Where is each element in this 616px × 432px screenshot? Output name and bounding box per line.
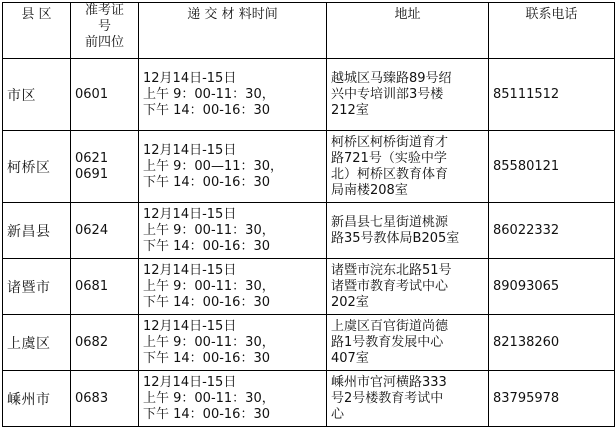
exam-code-cell: 0601 — [71, 59, 139, 131]
exam-code-cell: 0682 — [71, 315, 139, 371]
exam-code-cell: 0683 — [71, 371, 139, 427]
table-row — [3, 59, 615, 131]
exam-code-cell: 0681 — [71, 259, 139, 315]
phone-cell: 83795978 — [489, 371, 615, 427]
phone-cell: 82138260 — [489, 315, 615, 371]
time-cell: 12月14日-15日 上午 9：00-11：30， 下午 14：00-16：30 — [139, 203, 327, 259]
exam-materials-table — [2, 2, 615, 427]
header-address: 地址 — [327, 3, 489, 59]
table-header-row — [3, 3, 615, 59]
county-cell: 柯桥区 — [3, 131, 71, 203]
phone-cell: 89093065 — [489, 259, 615, 315]
table-row — [3, 203, 615, 259]
phone-cell: 85111512 — [489, 59, 615, 131]
address-cell: 越城区马臻路89号绍 兴中专培训部3号楼 212室 — [327, 59, 489, 131]
header-phone: 联系电话 — [489, 3, 615, 59]
county-cell: 诸暨市 — [3, 259, 71, 315]
county-cell: 嵊州市 — [3, 371, 71, 427]
county-cell: 市区 — [3, 59, 71, 131]
address-cell: 嵊州市官河横路333 号2号楼教育考试中 心 — [327, 371, 489, 427]
time-cell: 12月14日-15日 上午 9：00-11：30， 下午 14：00-16：30 — [139, 315, 327, 371]
address-cell: 上虞区百官街道尚德 路1号教育发展中心 407室 — [327, 315, 489, 371]
time-cell: 12月14日-15日 上午 9：00-11：30， 下午 14：00-16：30 — [139, 371, 327, 427]
county-cell: 新昌县 — [3, 203, 71, 259]
table-row — [3, 315, 615, 371]
header-exam-code: 准考证 号 前四位 — [71, 3, 139, 59]
header-county: 县 区 — [3, 3, 71, 59]
address-cell: 新昌县七星街道桃源 路35号教体局B205室 — [327, 203, 489, 259]
table-row — [3, 131, 615, 203]
county-cell: 上虞区 — [3, 315, 71, 371]
address-cell: 柯桥区柯桥街道育才 路721号（实验中学 北）柯桥区教育体育 局南楼208室 — [327, 131, 489, 203]
header-submission-time: 递 交 材 料时间 — [139, 3, 327, 59]
time-cell: 12月14日-15日 上午 9：00-11：30， 下午 14：00-16：30 — [139, 59, 327, 131]
exam-code-cell: 0624 — [71, 203, 139, 259]
table-row — [3, 259, 615, 315]
table-row — [3, 371, 615, 427]
phone-cell: 85580121 — [489, 131, 615, 203]
phone-cell: 86022332 — [489, 203, 615, 259]
address-cell: 诸暨市浣东北路51号 诸暨市教育考试中心 202室 — [327, 259, 489, 315]
time-cell: 12月14日-15日 上午 9：00—11：30， 下午 14：00-16：30 — [139, 131, 327, 203]
time-cell: 12月14日-15日 上午 9：00-11：30， 下午 14：00-16：30 — [139, 259, 327, 315]
exam-code-cell: 0621 0691 — [71, 131, 139, 203]
